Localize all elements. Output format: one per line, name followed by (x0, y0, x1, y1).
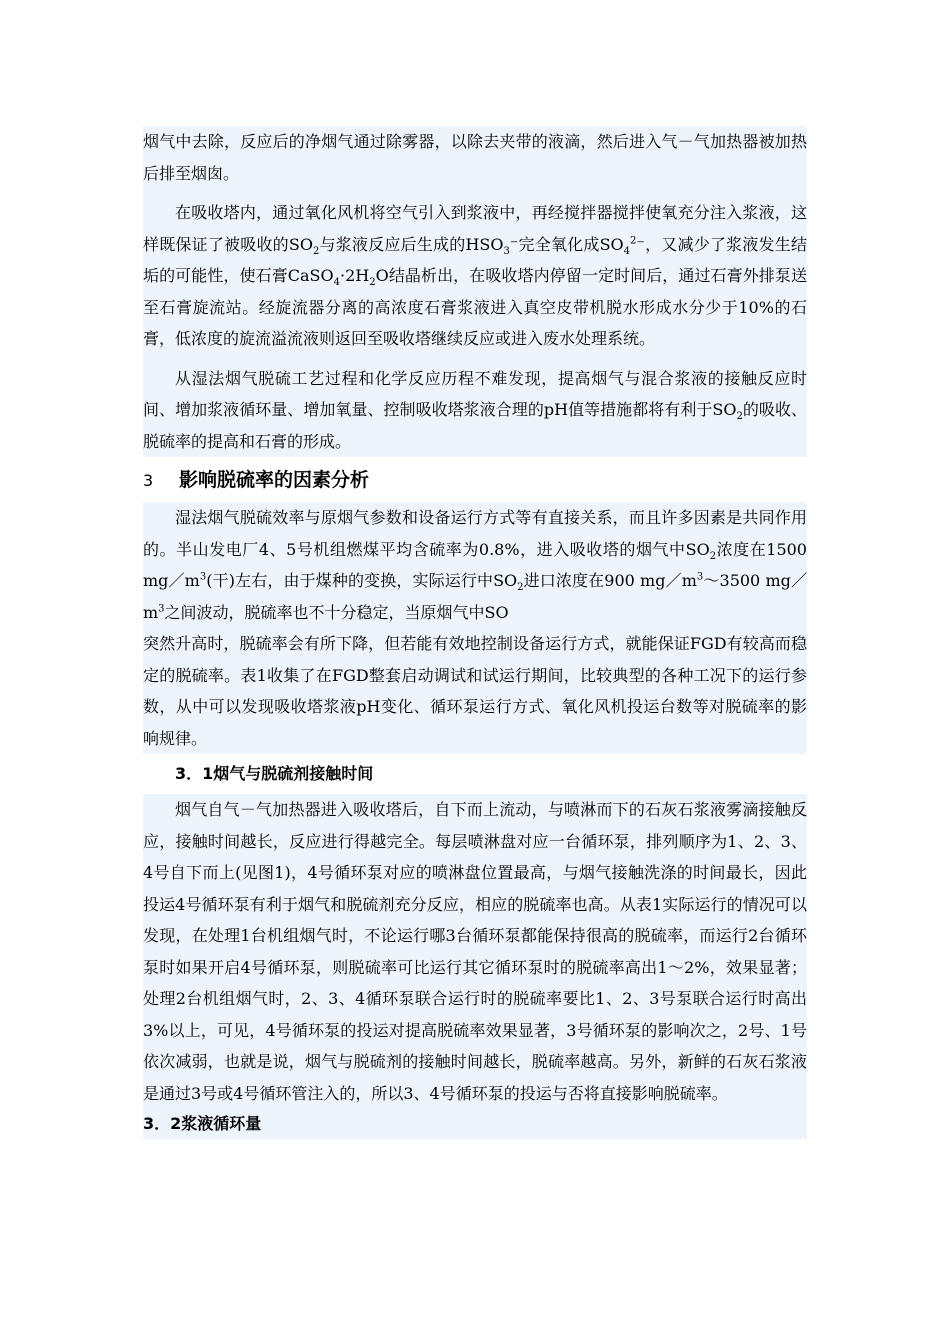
subscript: 4 (333, 277, 341, 289)
section-title: 影响脱硫率的因素分析 (179, 469, 370, 491)
text-block-3 (143, 794, 807, 1139)
text-run: 烟气自气－气加热器进入吸收塔后，自下而上流动，与喷淋而下的石灰石浆液雾滴接触反应，接触时间越长，反应进行得越完全。每层喷淋盘对应一台循环泵，排列顺序为1、2、3、4号自下而上(见图1)，4号循环泵对应的喷淋盘位置最高，与烟气接触洗涤的时间最长，因此投运4号循环泵有利于烟气和脱硫剂充分反应，相应的脱硫率也高。从表1实际运行的情况可以发现，在处理1台机组烟气时，不论运行哪3台循环泵都能保持很高的脱硫率，而运行2台循环泵时如果开启4号循环泵，则脱硫率可比运行其它循环泵时的脱硫率高出1～2%，效果显著；处理2台机组烟气时，2、3、4循环泵联合运行时的脱硫率要比1、2、3号泵联合运行时高出3%以上，可见，4号循环泵的投运对提高脱硫率效果显著，3号循环泵的影响次之，2号、1号依次减弱，也就是说，烟气与脱硫剂的接触时间越长，脱硫率越高。另外，新鲜的石灰石浆液是通过3号或4号循环管注入的，所以3、4号循环泵的投运与否将直接影响脱硫率。 (143, 800, 807, 1103)
subscript: 2 (709, 550, 717, 562)
subscript: 3 (503, 245, 510, 257)
superscript: 2 (630, 235, 637, 247)
superscript: 3 (696, 571, 704, 583)
superscript: 3 (199, 571, 207, 583)
text-run: ～3500 mg／m (143, 571, 807, 622)
paragraph-contact-time (143, 794, 807, 1109)
subscript: 2 (517, 582, 524, 594)
section-heading-3 (143, 465, 807, 496)
subscript: 4 (623, 245, 631, 257)
text-run: 从湿法烟气脱硫工艺过程和化学反应历程不难发现，提高烟气与混合浆液的接触反应时间、增加浆液循环量、增加氧量、控制吸收塔浆液合理的pH值等措施都将有利于SO (143, 368, 807, 419)
paragraph-process-summary (143, 363, 807, 458)
text-run: 在吸收塔内，通过氧化风机将空气引入到浆液中，再经搅拌器搅拌使氧充分注入浆液，这样既保证了被吸收的SO (143, 203, 807, 254)
paragraph-continuation (143, 126, 807, 189)
section-number: 3 (143, 471, 154, 490)
document-page (143, 126, 807, 1139)
subsection-heading-3-2: 3．2浆液循环量 (143, 1109, 807, 1139)
text-run: O结晶析出，在吸收塔内停留一定时间后，通过石膏外排泵送至石膏旋流站。经旋流器分离的高浓度石膏浆液进入真空皮带机脱水形成水分少于10%的石膏，低浓度的旋流溢流液则返回至吸收塔继续反应或进入废水处理系统。 (143, 266, 807, 348)
text-block-2 (143, 502, 807, 754)
text-run: 的吸收、脱硫率的提高和石膏的形成。 (143, 400, 807, 451)
paragraph-absorber (143, 197, 807, 355)
subscript: 2 (312, 245, 320, 257)
text-run: 浓度在1500 mg／m (143, 539, 807, 590)
paragraph-text: 烟气中去除，反应后的净烟气通过除雾器，以除去夹带的液滴，然后进入气－气加热器被加热后排至烟囱。 (143, 132, 807, 183)
subsection-heading-3-1: 3．1烟气与脱硫剂接触时间 (143, 754, 807, 794)
text-block-1 (143, 126, 807, 457)
text-run: ⁻，又减少了浆液发生结垢的可能性，使石膏CaSO (143, 234, 807, 285)
subscript: 2 (369, 277, 376, 289)
text-run: 之间波动，脱硫率也不十分稳定，当原烟气中SO (164, 602, 509, 622)
text-run: ·2H (340, 266, 370, 285)
paragraph-factors (143, 502, 807, 754)
text-run: 突然升高时，脱硫率会有所下降，但若能有效地控制设备运行方式，就能保证FGD有较高而稳定的脱硫率。表1收集了在FGD整套启动调试和试运行期间，比较典型的各种工况下的运行参数，从中可以发现吸收塔浆液pH变化、循环泵运行方式、氧化风机投运台数等对脱硫率的影响规律。 (143, 634, 807, 748)
text-run: (干)左右，由于煤种的变换，实际运行中SO (206, 571, 518, 590)
text-run: 湿法烟气脱硫效率与原烟气参数和设备运行方式等有直接关系，而且许多因素是共同作用的。半山发电厂4、5号机组燃煤平均含硫率为0.8%，进入吸收塔的烟气中SO (143, 508, 807, 559)
text-run: ⁻完全氧化成SO (509, 234, 624, 254)
text-run: 与浆液反应后生成的HSO (319, 234, 504, 254)
subscript: 2 (736, 411, 743, 423)
superscript: 3 (158, 603, 165, 615)
text-run: 进口浓度在900 mg／m (523, 571, 697, 590)
